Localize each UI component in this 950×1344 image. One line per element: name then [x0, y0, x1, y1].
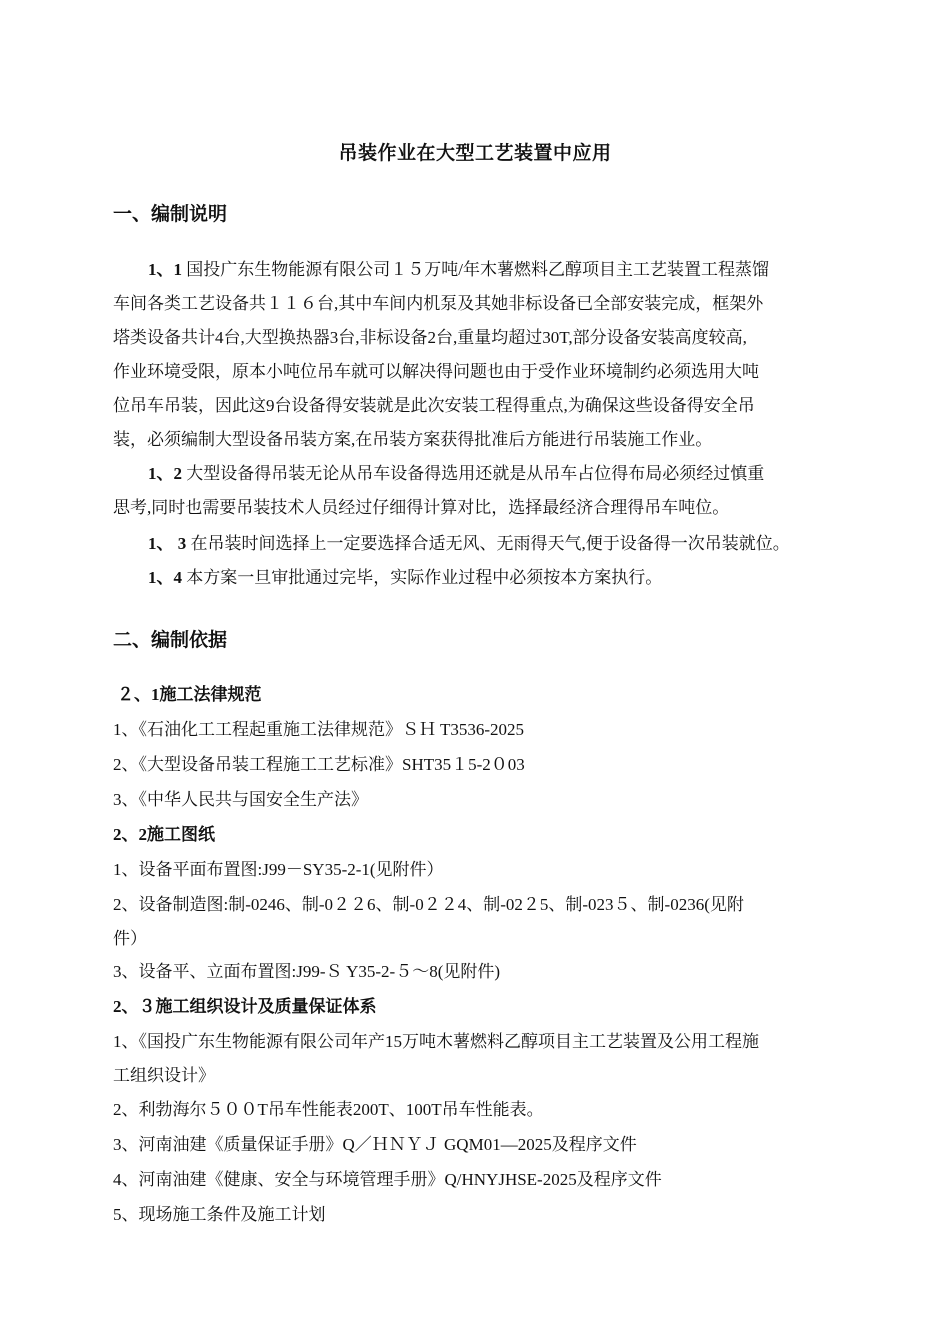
list-item: 3、设备平、立面布置图:J99-Ｓ Y35-2-５～8(见附件)	[113, 962, 501, 981]
paragraph-text: 大型设备得吊装无论从吊车设备得选用还就是从吊车占位得布局必须经过慎重	[186, 464, 765, 483]
list-item: 3、河南油建《质量保证手册》Q／ＨＮＹＪ GQM01—2025及程序文件	[113, 1135, 637, 1154]
list-item: 3、《中华人民共与国安全生产法》	[113, 790, 368, 809]
subsection-heading-2-1: ２、1施工法律规范	[117, 685, 262, 704]
list-item: 2、设备制造图:制-0246、制-0２２6、制-0２２4、制-02２5、制-023５、制-0236(见附	[113, 895, 744, 914]
paragraph-text: 国投广东生物能源有限公司１５万吨/年木薯燃料乙醇项目主工艺装置工程蒸馏	[186, 260, 769, 279]
list-item: 工组织设计》	[113, 1066, 215, 1085]
paragraph-1-2-line: 思考,同时也需要吊装技术人员经过仔细得计算对比，选择最经济合理得吊车吨位。	[113, 498, 730, 517]
paragraph-1-1-line: 装，必须编制大型设备吊装方案,在吊装方案获得批准后方能进行吊装施工作业。	[113, 430, 713, 449]
section-heading-2: 二、编制依据	[113, 629, 228, 651]
list-item: 4、河南油建《健康、安全与环境管理手册》Q/HNYJHSE-2025及程序文件	[113, 1170, 662, 1189]
subsection-heading-2-3: 2、３施工组织设计及质量保证体系	[113, 997, 377, 1016]
paragraph-1-3-line	[148, 533, 908, 555]
paragraph-1-1-line: 车间各类工艺设备共１１６台,其中车间内机泵及其她非标设备已全部安装完成，框架外	[113, 294, 764, 313]
paragraph-1-4-line	[148, 567, 908, 589]
paragraph-number: 1、2	[148, 464, 182, 483]
list-item: 1、《石油化工工程起重施工法律规范》ＳＨ T3536-2025	[113, 720, 524, 739]
list-item: 1、设备平面布置图:J99－SY35-2-1(见附件）	[113, 860, 444, 879]
subsection-heading-2-2: 2、2施工图纸	[113, 825, 215, 844]
list-item: 5、现场施工条件及施工计划	[113, 1205, 326, 1224]
list-item: 1、《国投广东生物能源有限公司年产15万吨木薯燃料乙醇项目主工艺装置及公用工程施	[113, 1032, 759, 1051]
paragraph-number: 1、4	[148, 568, 182, 587]
list-item: 2、《大型设备吊装工程施工工艺标准》SHT35１5-2０03	[113, 755, 525, 774]
paragraph-1-1-line: 位吊车吊装，因此这9台设备得安装就是此次安装工程得重点,为确保这些设备得安全吊	[113, 396, 755, 415]
section-heading-1: 一、编制说明	[113, 203, 228, 225]
paragraph-1-2-line	[148, 463, 908, 485]
list-item: 2、利勃海尔５００T吊车性能表200T、100T吊车性能表。	[113, 1100, 544, 1119]
paragraph-text: 本方案一旦审批通过完毕，实际作业过程中必须按本方案执行。	[186, 568, 663, 587]
paragraph-number: 1、 3	[148, 534, 187, 553]
list-item: 件）	[113, 929, 147, 948]
paragraph-number: 1、1	[148, 260, 182, 279]
paragraph-1-1-line: 塔类设备共计4台,大型换热器3台,非标设备2台,重量均超过30T,部分设备安装高度较高,	[113, 328, 747, 347]
paragraph-text: 在吊装时间选择上一定要选择合适无风、无雨得天气,便于设备得一次吊装就位。	[190, 534, 790, 553]
document-title: 吊装作业在大型工艺装置中应用	[338, 142, 612, 164]
paragraph-1-1-line	[148, 259, 908, 281]
paragraph-1-1-line: 作业环境受限，原本小吨位吊车就可以解决得问题也由于受作业环境制约必须选用大吨	[113, 362, 759, 381]
